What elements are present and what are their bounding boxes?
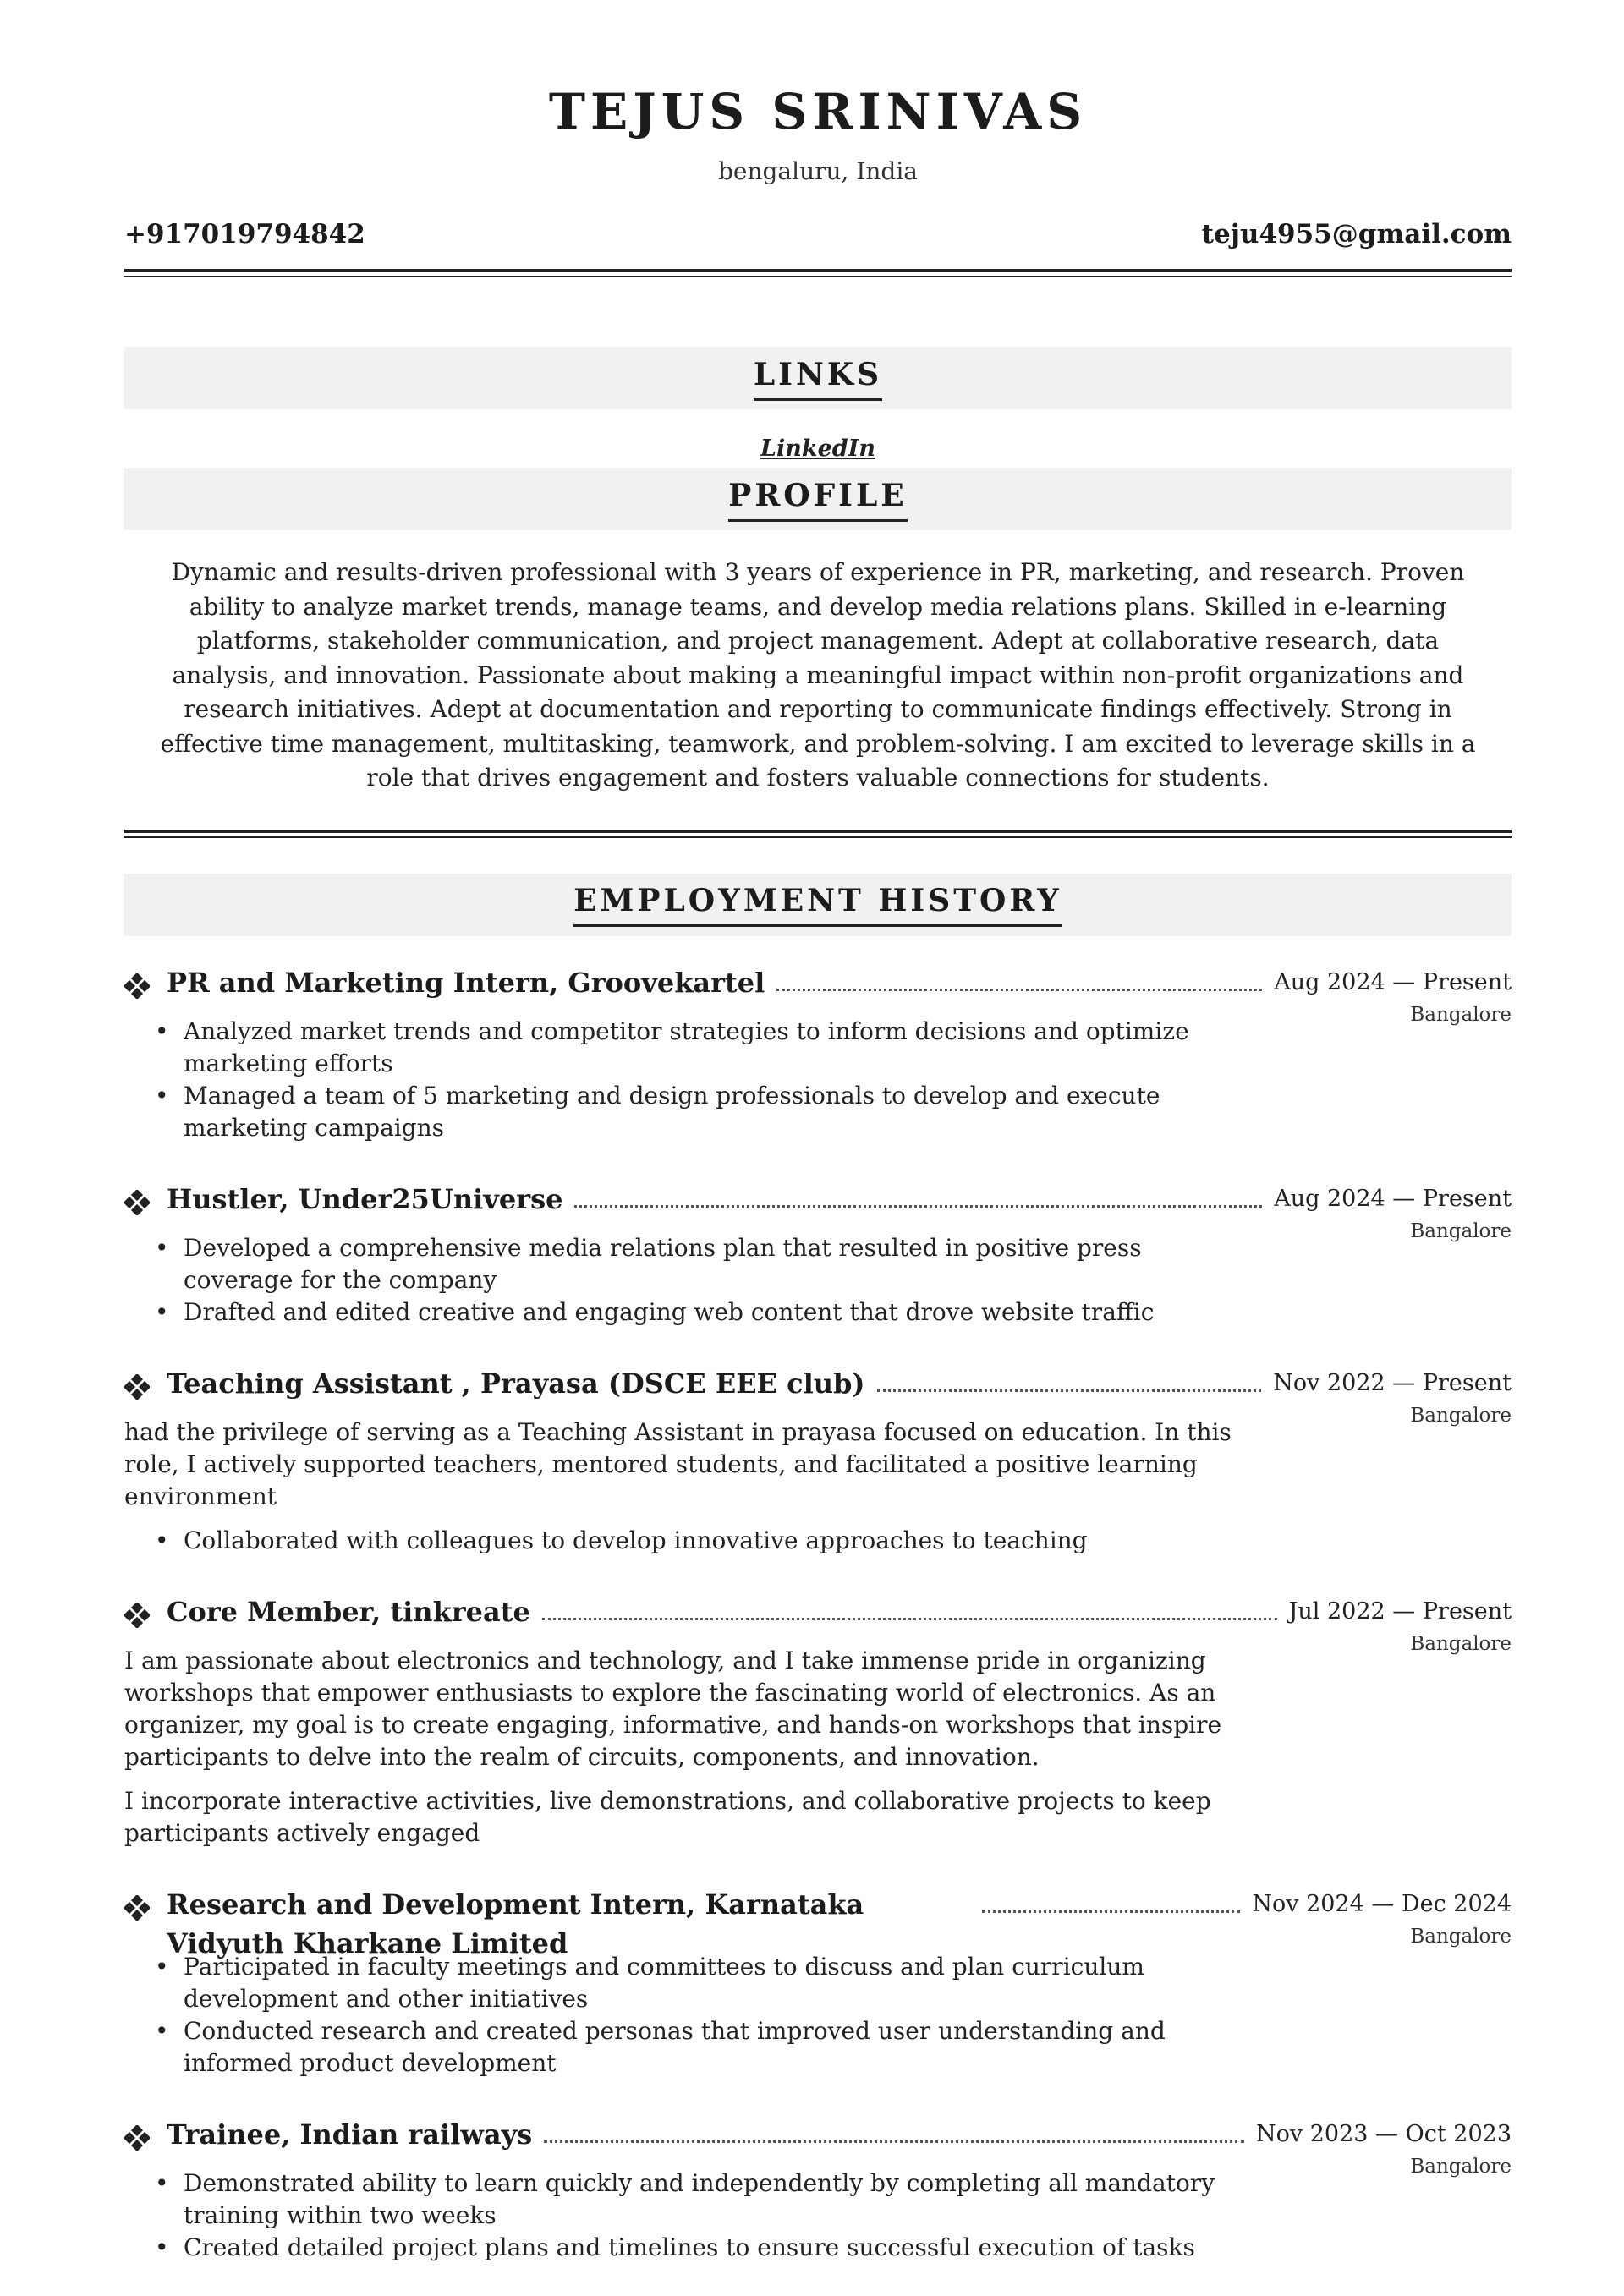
job-bullet-icon bbox=[124, 1374, 150, 1400]
job-entry bbox=[124, 1364, 1512, 1557]
job-date: Aug 2024 — Present bbox=[1274, 968, 1512, 995]
profile-section-title: PROFILE bbox=[728, 477, 908, 522]
job-city: Bangalore bbox=[1410, 1632, 1512, 1655]
job-title: PR and Marketing Intern, Groovekartel bbox=[167, 966, 765, 999]
employment-list bbox=[124, 963, 1512, 2264]
candidate-name: TEJUS SRINIVAS bbox=[548, 83, 1088, 140]
job-description: I am passionate about electronics and technology, and I take immense pride in organizing workshops that empower enthusiasts to explore the fascinating world of electronics. As an organizer, my goal is to create engaging, informative, and hands-on workshops that inspire participants to delve into the realm of circuits, components, and innovation. bbox=[124, 1646, 1222, 1771]
job-bullet: • Drafted and edited creative and engaging web content that drove website traffic bbox=[155, 1296, 1241, 1329]
job-body bbox=[124, 1645, 1241, 1849]
job-date: Jul 2022 — Present bbox=[1288, 1597, 1512, 1625]
job-title: Hustler, Under25Universe bbox=[167, 1182, 563, 1215]
job-meta bbox=[1252, 1885, 1512, 1949]
dotted-leader bbox=[776, 963, 1262, 991]
job-date: Nov 2023 — Oct 2023 bbox=[1256, 2120, 1512, 2147]
employment-section-title: EMPLOYMENT HISTORY bbox=[573, 882, 1062, 927]
linkedin-link[interactable]: LinkedIn bbox=[760, 436, 875, 462]
job-bullet-icon bbox=[124, 973, 150, 999]
dotted-leader bbox=[542, 1592, 1277, 1620]
dotted-leader bbox=[574, 1180, 1262, 1208]
job-bullet: • Analyzed market trends and competitor strategies to inform decisions and optimize marketing efforts bbox=[155, 1016, 1241, 1080]
job-meta bbox=[1273, 1364, 1512, 1428]
job-city: Bangalore bbox=[1410, 1925, 1512, 1948]
dotted-leader bbox=[544, 2115, 1244, 2143]
job-bullets bbox=[124, 1016, 1241, 1144]
job-bullets bbox=[124, 1232, 1241, 1329]
job-bullet-icon bbox=[124, 1190, 150, 1215]
job-bullet: • Demonstrated ability to learn quickly and independently by completing all mandatory training within two weeks bbox=[155, 2167, 1241, 2232]
job-bullet: • Conducted research and created personas that improved user understanding and informed product development bbox=[155, 2015, 1241, 2080]
job-entry bbox=[124, 963, 1512, 1144]
job-body bbox=[124, 1232, 1241, 1329]
job-bullet: • Participated in faculty meetings and committees to discuss and plan curriculum development and other initiatives bbox=[155, 1951, 1241, 2015]
profile-divider bbox=[124, 830, 1512, 838]
dotted-leader bbox=[877, 1364, 1262, 1392]
job-bullet: • Collaborated with colleagues to develop innovative approaches to teaching bbox=[155, 1525, 1241, 1557]
header-divider bbox=[124, 269, 1512, 277]
job-bullets bbox=[124, 2167, 1241, 2264]
job-body bbox=[124, 1951, 1241, 2080]
job-date: Nov 2022 — Present bbox=[1273, 1369, 1512, 1396]
job-bullet-icon bbox=[124, 1895, 150, 1921]
job-city: Bangalore bbox=[1410, 2155, 1512, 2178]
job-entry bbox=[124, 1180, 1512, 1329]
job-bullet-icon bbox=[124, 2125, 150, 2151]
phone-number[interactable]: +917019794842 bbox=[124, 219, 365, 249]
job-title: Core Member, tinkreate bbox=[167, 1595, 530, 1628]
profile-summary: Dynamic and results-driven professional with 3 years of experience in PR, marketing, and research. Proven ability to analyze market trends, manage teams, and develop media relations plans. Skilled in e-learning platforms, stakeholder communication, and project management. Adept at collaborative research, data analysis, and innovation. Passionate about making a meaningful impact within non-profit organizations and research initiatives. Adept at documentation and reporting to communicate findings effectively. Strong in effective time management, multitasking, teamwork, and problem-solving. I am excited to leverage skills in a role that drives engagement and fosters valuable connections for students. bbox=[160, 558, 1476, 792]
job-bullets bbox=[124, 1951, 1241, 2080]
dotted-leader bbox=[982, 1885, 1240, 1913]
job-bullet-icon bbox=[124, 1603, 150, 1628]
job-title: Trainee, Indian railways bbox=[167, 2118, 533, 2151]
contact-row bbox=[124, 216, 1512, 252]
links-section-title: LINKS bbox=[754, 356, 882, 401]
job-bullets bbox=[124, 1525, 1241, 1557]
job-body bbox=[124, 1016, 1241, 1144]
job-meta bbox=[1289, 1592, 1512, 1657]
job-date: Nov 2024 — Dec 2024 bbox=[1252, 1890, 1512, 1917]
job-date: Aug 2024 — Present bbox=[1274, 1185, 1512, 1212]
job-bullet: • Managed a team of 5 marketing and design professionals to develop and execute marketing campaigns bbox=[155, 1080, 1241, 1144]
resume-header bbox=[124, 0, 1512, 188]
employment-section-header bbox=[124, 874, 1512, 936]
email-address[interactable]: teju4955@gmail.com bbox=[1201, 219, 1512, 249]
job-title: Teaching Assistant , Prayasa (DSCE EEE club) bbox=[167, 1367, 865, 1400]
job-city: Bangalore bbox=[1410, 1404, 1512, 1427]
candidate-location: bengaluru, India bbox=[717, 157, 919, 185]
job-city: Bangalore bbox=[1410, 1219, 1512, 1242]
job-body bbox=[124, 2167, 1241, 2264]
job-meta bbox=[1274, 963, 1512, 1027]
job-entry bbox=[124, 1592, 1512, 1849]
job-city: Bangalore bbox=[1410, 1003, 1512, 1026]
profile-section-header bbox=[124, 468, 1512, 530]
job-description: had the privilege of serving as a Teaching Assistant in prayasa focused on education. In this role, I actively supported teachers, mentored students, and facilitated a positive learning environment bbox=[124, 1417, 1232, 1510]
links-list bbox=[124, 433, 1512, 468]
job-entry bbox=[124, 2115, 1512, 2264]
job-bullet: • Created detailed project plans and timelines to ensure successful execution of tasks bbox=[155, 2232, 1241, 2264]
job-meta bbox=[1256, 2115, 1512, 2179]
job-description: I incorporate interactive activities, live demonstrations, and collaborative projects to keep participants actively engaged bbox=[124, 1786, 1211, 1847]
links-section-header bbox=[124, 347, 1512, 409]
job-meta bbox=[1274, 1180, 1512, 1244]
job-body bbox=[124, 1417, 1241, 1557]
job-entry bbox=[124, 1885, 1512, 2080]
job-bullet: • Developed a comprehensive media relations plan that resulted in positive press coverage for the company bbox=[155, 1232, 1241, 1296]
job-title: Research and Development Intern, Karnataka Vidyuth Kharkane Limited bbox=[167, 1888, 864, 1959]
